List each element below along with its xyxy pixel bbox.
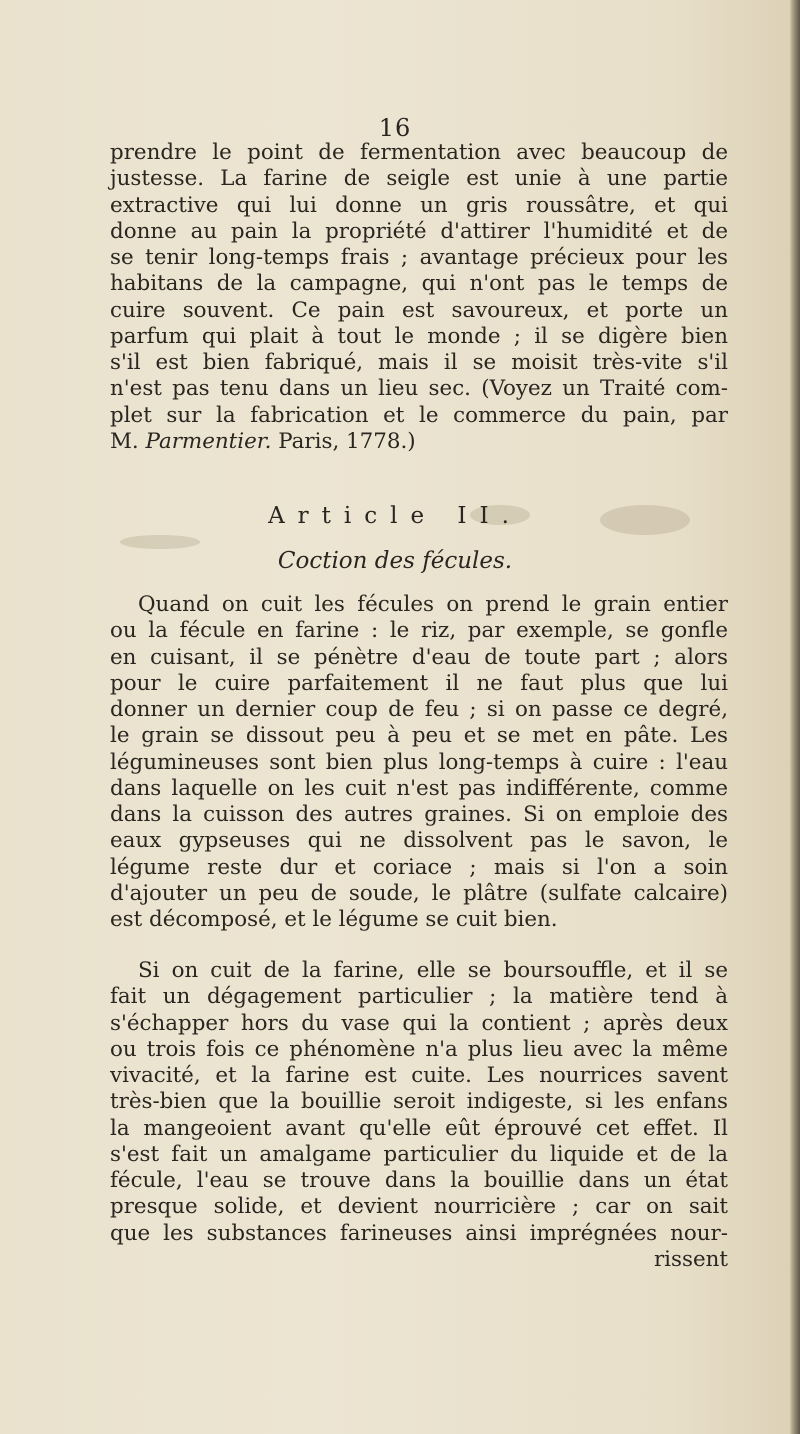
text-line: presque solide, et devient nourricière ; car on sait [110,1194,728,1220]
citation-suffix: Paris, 1778.) [271,428,416,454]
page-edge-shadow [790,0,800,1434]
text-line: cuire souvent. Ce pain est savoureux, et porte un [110,297,728,323]
citation-prefix: M. [110,428,146,454]
article-heading: Article II. [268,503,522,529]
text-line: justesse. La farine de seigle est unie à une partie [110,166,728,192]
text-line: dans laquelle on les cuit n'est pas indifférente, comme [110,775,728,801]
text-line: habitans de la campagne, qui n'ont pas le temps de [110,271,728,297]
text-line: fait un dégagement particulier ; la matière tend à [110,984,728,1010]
text-line: extractive qui lui donne un gris roussâtre, et qui [110,192,728,218]
paragraph-3 [110,958,728,1273]
text-line: s'il est bien fabriqué, mais il se moisit très-vite s'il [110,350,728,375]
text-line: ou la fécule en farine : le riz, par exemple, se gonfle [110,618,728,644]
text-line: eaux gypseuses qui ne dissolvent pas le savon, le [110,828,728,854]
text-line: s'échapper hors du vase qui la contient ; après deux [110,1010,728,1036]
text-line: d'ajouter un peu de soude, le plâtre (sulfate calcaire) [110,880,728,906]
text-line: pour le cuire parfaitement il ne faut plus que lui [110,670,728,696]
text-line: dans la cuisson des autres graines. Si on emploie des [110,802,728,827]
text-line: en cuisant, il se pénètre d'eau de toute part ; alors [110,644,728,670]
catchword: rissent [653,1246,728,1272]
text-line: très-bien que la bouillie seroit indigeste, si les enfans [110,1089,728,1115]
text-line: donner un dernier coup de feu ; si on passe ce degré, [110,697,728,722]
text-line: légume reste dur et coriace ; mais si l'on a soin [110,854,728,880]
text-line: s'est fait un amalgame particulier du liquide et de la [110,1141,728,1167]
text-line: plet sur la fabrication et le commerce du pain, par [110,402,728,428]
text-line: Quand on cuit les fécules on prend le grain entier [138,592,728,617]
text-line: vivacité, et la farine est cuite. Les nourrices savent [110,1063,728,1088]
citation-author: Parmentier. [145,428,272,454]
text-line: ou trois fois ce phénomène n'a plus lieu avec la même [110,1036,728,1062]
text-line: n'est pas tenu dans un lieu sec. (Voyez un Traité com- [110,376,728,402]
paragraph-2 [110,592,728,933]
text-line: le grain se dissout peu à peu et se met en pâte. Les [110,723,728,749]
text-line: se tenir long-temps frais ; avantage précieux pour les [110,245,728,270]
text-line: est décomposé, et le légume se cuit bien. [110,907,558,932]
section-title: Coction des fécules. [277,548,513,574]
text-line: la mangeoient avant qu'elle eût éprouvé cet effet. Il [110,1115,728,1141]
text-line-citation [110,429,728,455]
text-line: parfum qui plait à tout le monde ; il se digère bien [110,323,728,349]
text-line: prendre le point de fermentation avec beaucoup de [110,140,728,165]
text-line: que les substances farineuses ainsi imprégnées nour- [110,1220,728,1246]
page-number: 16 [378,114,412,142]
text-line: Si on cuit de la farine, elle se boursouffle, et il se [138,958,728,983]
text-line: fécule, l'eau se trouve dans la bouillie dans un état [110,1168,728,1193]
ink-bleed-spot [120,535,200,549]
text-line: légumineuses sont bien plus long-temps à cuire : l'eau [110,749,728,775]
paragraph-1 [110,140,728,455]
text-line: donne au pain la propriété d'attirer l'humidité et de [110,218,728,244]
